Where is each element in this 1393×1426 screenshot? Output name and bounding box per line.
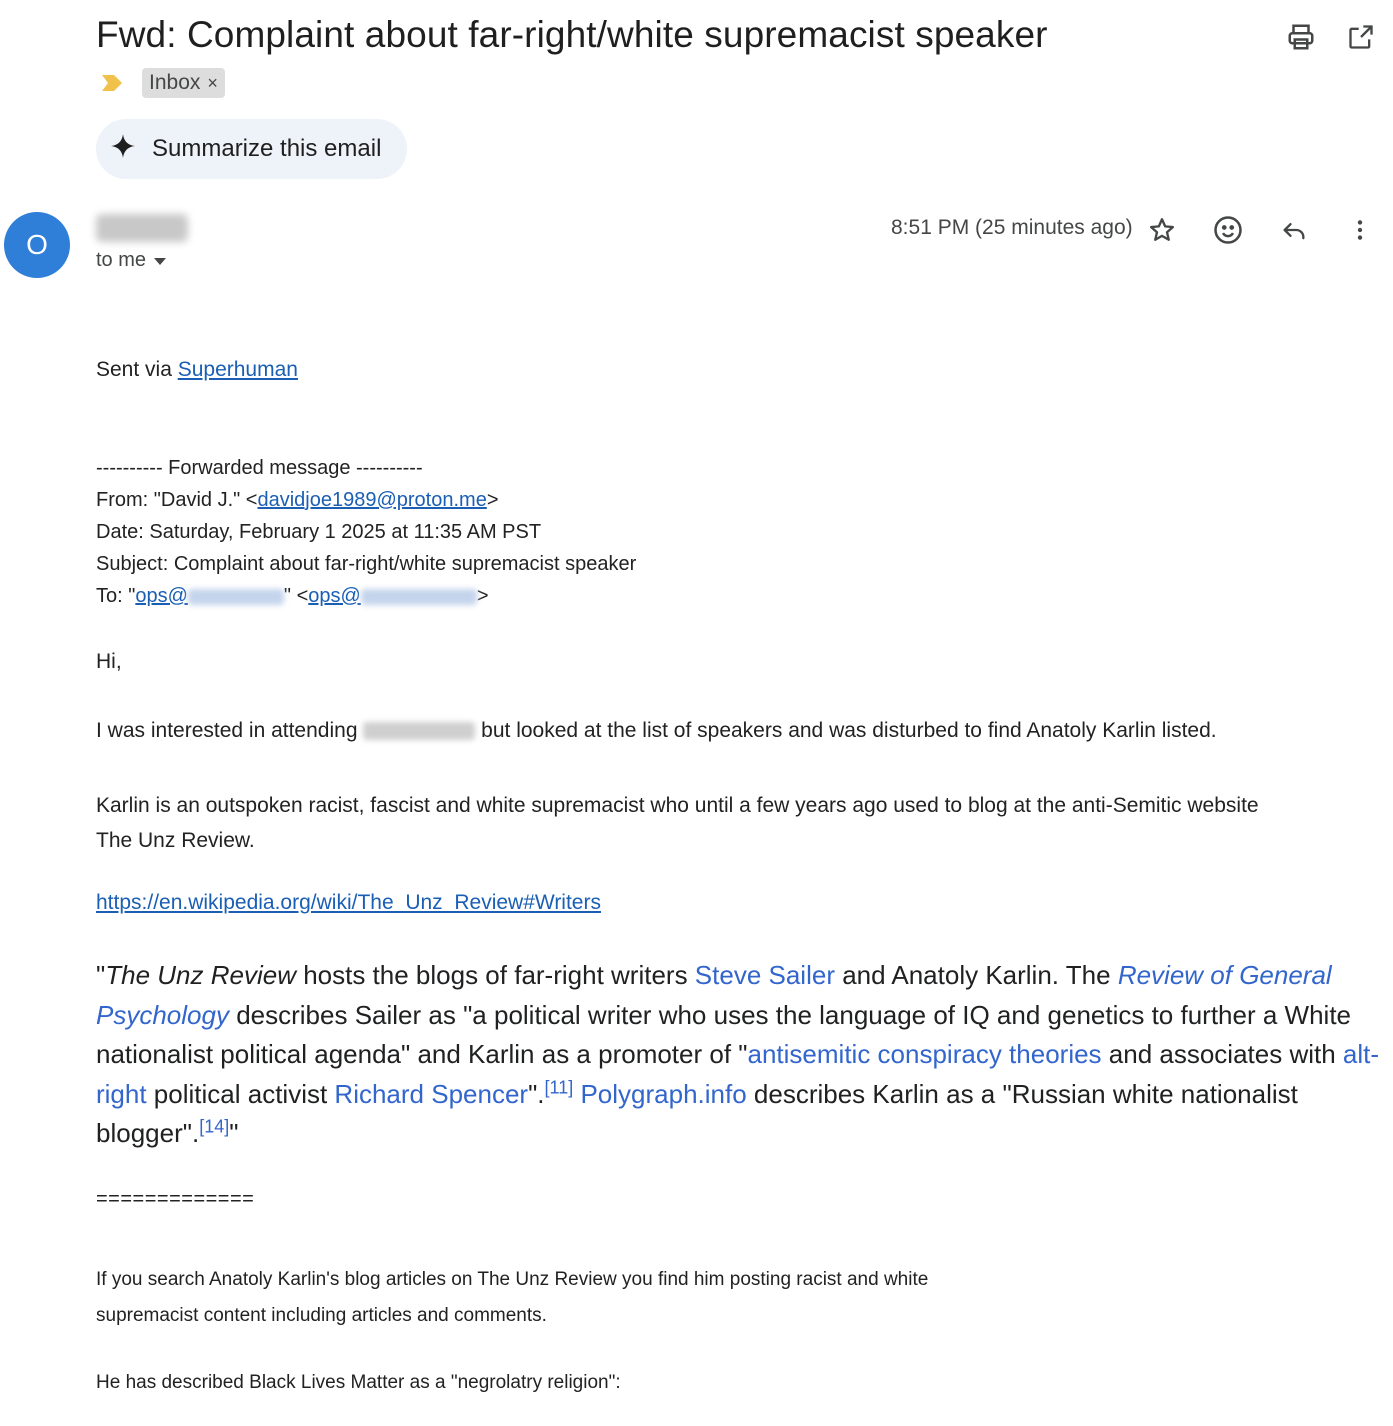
- review-general-psychology-link[interactable]: Review of General Psychology: [96, 960, 1332, 1030]
- quote-text-2: and Anatoly Karlin. The: [834, 960, 1118, 990]
- sent-via-line: [96, 358, 298, 382]
- date-line: Date: Saturday, February 1 2025 at 11:35 AM PST: [96, 521, 542, 543]
- email-subject: Fwd: Complaint about far-right/white supremacist speaker: [96, 14, 1048, 55]
- to-line: [96, 580, 636, 612]
- sparkle-icon: [110, 133, 136, 166]
- to-email-link-1[interactable]: [135, 585, 284, 607]
- p2-line2: The Unz Review.: [96, 829, 255, 852]
- quote-text-6: ".: [528, 1078, 545, 1109]
- inbox-label-chip[interactable]: [142, 68, 225, 98]
- to-mid: " <: [283, 585, 309, 607]
- paragraph-attending: [96, 719, 1217, 743]
- reference-11-link[interactable]: [11]: [544, 1076, 574, 1097]
- richard-spencer-link[interactable]: Richard Spencer: [334, 1078, 529, 1109]
- reference-14-link[interactable]: [14]: [199, 1116, 230, 1137]
- from-email-link[interactable]: davidjoe1989@proton.me: [257, 489, 487, 511]
- from-line: [96, 484, 636, 516]
- wikipedia-link[interactable]: https://en.wikipedia.org/wiki/The_Unz_Review#Writers: [96, 891, 601, 914]
- wiki-link-line: [96, 891, 601, 915]
- to-email-2-text: ops@: [308, 585, 361, 607]
- redacted-event-name: [363, 722, 475, 740]
- summarize-email-button[interactable]: [96, 119, 407, 179]
- quote-text-8: describes Karlin as a "Russian white nationalist blogger".: [96, 1078, 1298, 1148]
- subject-line: Subject: Complaint about far-right/white supremacist speaker: [96, 553, 637, 575]
- remove-label-icon[interactable]: ×: [207, 72, 218, 93]
- p3-line1: If you search Anatoly Karlin's blog articles on The Unz Review you find him posting racist and white: [96, 1269, 929, 1290]
- to-prefix: To: ": [96, 585, 136, 607]
- reply-icon[interactable]: [1274, 210, 1314, 250]
- quote-text-1: hosts the blogs of far-right writers: [295, 960, 695, 990]
- quote-unz-review: The Unz Review: [105, 960, 296, 990]
- to-suffix: >: [476, 585, 489, 607]
- separator-line: =============: [96, 1188, 255, 1210]
- sent-via-prefix: Sent via: [96, 358, 178, 381]
- steve-sailer-link[interactable]: Steve Sailer: [694, 960, 835, 990]
- star-icon[interactable]: [1142, 210, 1182, 250]
- dropdown-caret-icon: [154, 249, 166, 272]
- redacted-domain-2: [361, 589, 477, 605]
- forwarded-header-block: [96, 452, 636, 612]
- paragraph-karlin: [96, 788, 1259, 858]
- to-email-link-2[interactable]: [308, 585, 477, 607]
- sender-name-redacted[interactable]: [96, 214, 188, 242]
- wikipedia-quote: [96, 956, 1381, 1154]
- p1-after: but looked at the list of speakers and was disturbed to find Anatoly Karlin listed.: [475, 719, 1217, 742]
- paragraph-blm: He has described Black Lives Matter as a "negrolatry religion":: [96, 1372, 621, 1393]
- p2-line1: Karlin is an outspoken racist, fascist and white supremacist who until a few years ago used to blog at the anti-Semitic website: [96, 794, 1259, 817]
- quote-open: ": [96, 960, 106, 990]
- open-in-new-window-icon[interactable]: [1344, 20, 1378, 54]
- redacted-domain-1: [188, 589, 284, 605]
- emoji-icon[interactable]: [1208, 210, 1248, 250]
- label-arrow-icon[interactable]: [100, 72, 124, 99]
- p3-line2: supremacist content including articles and comments.: [96, 1305, 547, 1326]
- inbox-label-text: Inbox: [149, 71, 201, 94]
- email-timestamp: 8:51 PM (25 minutes ago): [891, 216, 1133, 239]
- p1-before: I was interested in attending: [96, 719, 364, 742]
- summarize-label: Summarize this email: [152, 135, 382, 162]
- superhuman-link[interactable]: Superhuman: [177, 358, 298, 381]
- quote-text-4: and associates with: [1101, 1039, 1343, 1069]
- polygraph-link[interactable]: Polygraph.info: [580, 1078, 747, 1109]
- alt-right-link[interactable]: alt-right: [96, 1039, 1380, 1109]
- quote-close: ": [229, 1118, 239, 1148]
- recipient-details-toggle[interactable]: [96, 249, 166, 272]
- more-vert-icon[interactable]: [1340, 210, 1380, 250]
- antisemitic-conspiracy-link[interactable]: antisemitic conspiracy theories: [747, 1039, 1102, 1069]
- to-me-label: to me: [96, 249, 147, 271]
- print-icon[interactable]: [1284, 20, 1318, 54]
- quote-text-5: political activist: [146, 1078, 335, 1109]
- paragraph-search: [96, 1262, 928, 1334]
- greeting: Hi,: [96, 650, 122, 673]
- from-suffix: >: [486, 489, 499, 511]
- forwarded-separator: ---------- Forwarded message ----------: [96, 457, 423, 479]
- from-prefix: From: "David J." <: [96, 489, 258, 511]
- to-email-1-text: ops@: [135, 585, 188, 607]
- avatar[interactable]: O: [4, 212, 70, 278]
- quote-text-3: describes Sailer as "a political writer who uses the language of IQ and genetics to further a White nationalist political agenda" and Karlin as a promoter of ": [96, 999, 1352, 1069]
